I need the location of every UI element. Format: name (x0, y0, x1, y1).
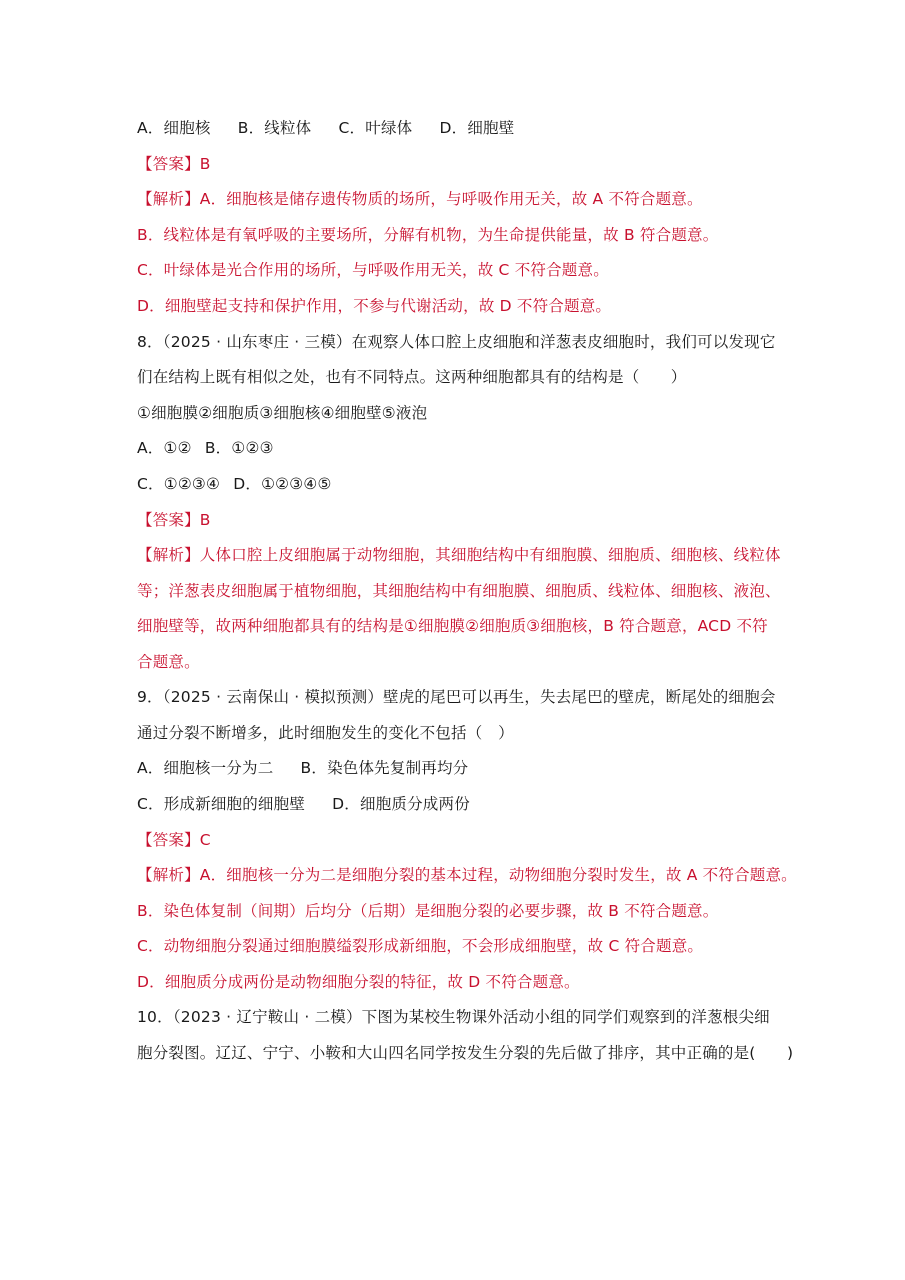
q9-options-row1 (137, 758, 787, 778)
q8-option-d: D．①②③④⑤ (233, 475, 332, 493)
q9-analysis-line: B．染色体复制（间期）后均分（后期）是细胞分裂的必要步骤，故 B 不符合题意。 (137, 902, 719, 920)
q7-options (137, 118, 787, 138)
q9-option-b: B．染色体先复制再均分 (300, 759, 469, 777)
q7-analysis-line: 【解析】A．细胞核是储存遗传物质的场所，与呼吸作用无关，故 A 不符合题意。 (137, 190, 703, 208)
q8-analysis-line: 等；洋葱表皮细胞属于植物细胞，其细胞结构中有细胞膜、细胞质、线粒体、细胞核、液泡、 (137, 582, 781, 600)
q8-answer: 【答案】B (137, 511, 211, 529)
q7-analysis-line: C．叶绿体是光合作用的场所，与呼吸作用无关，故 C 不符合题意。 (137, 261, 609, 279)
q8-options-row2 (137, 474, 787, 494)
q9-answer: 【答案】C (137, 831, 211, 849)
q8-option-c: C．①②③④ (137, 475, 221, 493)
q9-option-a: A．细胞核一分为二 (137, 759, 274, 777)
q8-analysis-line: 细胞壁等，故两种细胞都具有的结构是①细胞膜②细胞质③细胞核，B 符合题意，ACD 不符 (137, 617, 768, 635)
q8-option-a: A．①② (137, 439, 192, 457)
q8-options-row1 (137, 438, 787, 458)
q7-option-a: A．细胞核 (137, 119, 211, 137)
q9-analysis-line: C．动物细胞分裂通过细胞膜缢裂形成新细胞，不会形成细胞壁，故 C 符合题意。 (137, 937, 704, 955)
q7-analysis-line: B．线粒体是有氧呼吸的主要场所，分解有机物，为生命提供能量，故 B 符合题意。 (137, 226, 719, 244)
q9-stem-line: 9．（2025 · 云南保山 · 模拟预测）壁虎的尾巴可以再生，失去尾巴的壁虎，断尾处的细胞会 (137, 688, 776, 706)
q9-options-row2 (137, 794, 787, 814)
q7-analysis-line: D．细胞壁起支持和保护作用，不参与代谢活动，故 D 不符合题意。 (137, 297, 612, 315)
q8-option-b: B．①②③ (204, 439, 274, 457)
q10-stem-line: 胞分裂图。辽辽、宁宁、小鞍和大山四名同学按发生分裂的先后做了排序，其中正确的是( ) (137, 1044, 794, 1062)
q9-analysis-line: D．细胞质分成两份是动物细胞分裂的特征，故 D 不符合题意。 (137, 973, 580, 991)
q7-option-d: D．细胞壁 (439, 119, 515, 137)
q8-analysis-line: 合题意。 (137, 653, 200, 671)
q8-stem-line: 们在结构上既有相似之处，也有不同特点。这两种细胞都具有的结构是（ ） (137, 368, 687, 386)
q8-stem-line: 8．（2025 · 山东枣庄 · 三模）在观察人体口腔上皮细胞和洋葱表皮细胞时，我们可以发现它 (137, 333, 776, 351)
q9-option-c: C．形成新细胞的细胞壁 (137, 795, 306, 813)
q9-stem-line: 通过分裂不断增多，此时细胞发生的变化不包括（ ） (137, 724, 514, 742)
q8-analysis-line: 【解析】人体口腔上皮细胞属于动物细胞，其细胞结构中有细胞膜、细胞质、细胞核、线粒体 (137, 546, 781, 564)
q7-option-b: B．线粒体 (237, 119, 312, 137)
q9-analysis-line: 【解析】A．细胞核一分为二是细胞分裂的基本过程，动物细胞分裂时发生，故 A 不符合题意。 (137, 866, 797, 884)
q8-items: ①细胞膜②细胞质③细胞核④细胞壁⑤液泡 (137, 404, 428, 422)
q7-option-c: C．叶绿体 (338, 119, 413, 137)
q10-stem-line: 10．（2023 · 辽宁鞍山 · 二模）下图为某校生物课外活动小组的同学们观察到的洋葱根尖细 (137, 1008, 770, 1026)
q7-answer: 【答案】B (137, 155, 211, 173)
q9-option-d: D．细胞质分成两份 (332, 795, 470, 813)
